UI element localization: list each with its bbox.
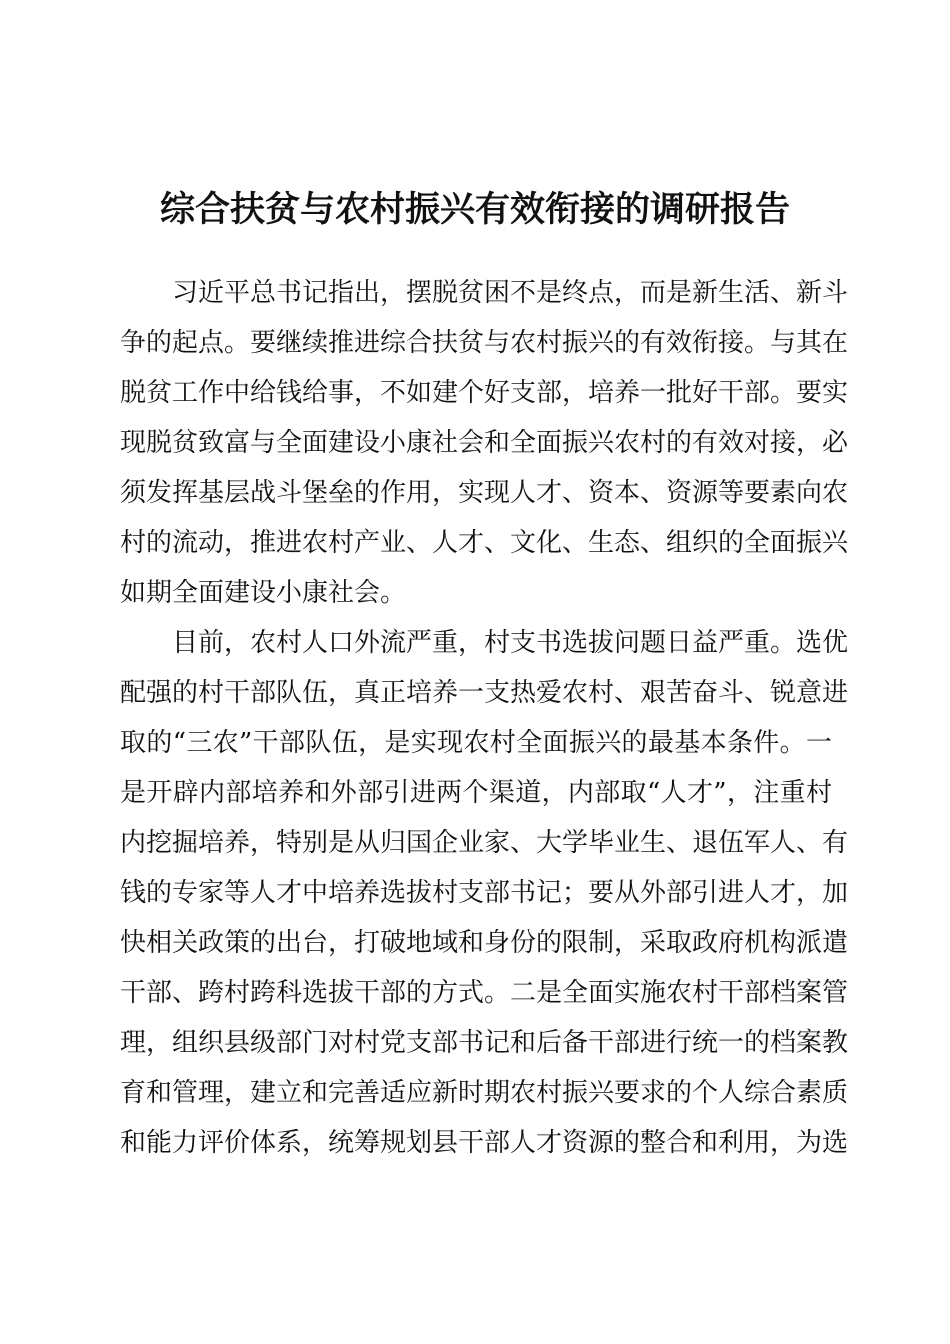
paragraph-line: 钱的专家等人才中培养选拔村支部书记；要从外部引进人才，加 [120,878,849,908]
paragraph-line: 习近平总书记指出，摆脱贫困不是终点，而是新生活、新斗 [172,278,849,308]
paragraph-line: 快相关政策的出台，打破地域和身份的限制，采取政府机构派遣 [120,928,849,958]
paragraph-line: 配强的村干部队伍，真正培养一支热爱农村、艰苦奋斗、锐意进 [120,678,849,708]
paragraph-line: 干部、跨村跨科选拔干部的方式。二是全面实施农村干部档案管 [120,978,849,1008]
paragraph-line: 如期全面建设小康社会。 [120,578,407,608]
document-title: 综合扶贫与农村振兴有效衔接的调研报告 [159,189,790,230]
paragraph-line: 目前，农村人口外流严重，村支书选拔问题日益严重。选优 [172,628,849,658]
paragraph-line: 理，组织县级部门对村党支部书记和后备干部进行统一的档案教 [120,1028,849,1058]
document-body [120,268,849,1168]
paragraph-line: 取的“三农”干部队伍，是实现农村全面振兴的最基本条件。一 [120,728,832,758]
paragraph-2 [120,618,849,1168]
paragraph-line: 是开辟内部培养和外部引进两个渠道，内部取“人才”，注重村 [120,778,832,808]
paragraph-line: 育和管理，建立和完善适应新时期农村振兴要求的个人综合素质 [120,1078,849,1108]
paragraph-line: 争的起点。要继续推进综合扶贫与农村振兴的有效衔接。与其在 [120,328,849,358]
paragraph-line: 须发挥基层战斗堡垒的作用，实现人才、资本、资源等要素向农 [120,478,849,508]
paragraph-line: 内挖掘培养，特别是从归国企业家、大学毕业生、退伍军人、有 [120,828,849,858]
paragraph-1 [120,268,849,618]
paragraph-line: 现脱贫致富与全面建设小康社会和全面振兴农村的有效对接，必 [120,428,849,458]
paragraph-line: 村的流动，推进农村产业、人才、文化、生态、组织的全面振兴 [120,528,849,558]
paragraph-line: 脱贫工作中给钱给事，不如建个好支部，培养一批好干部。要实 [120,378,849,408]
paragraph-line: 和能力评价体系，统筹规划县干部人才资源的整合和利用，为选 [120,1128,849,1158]
